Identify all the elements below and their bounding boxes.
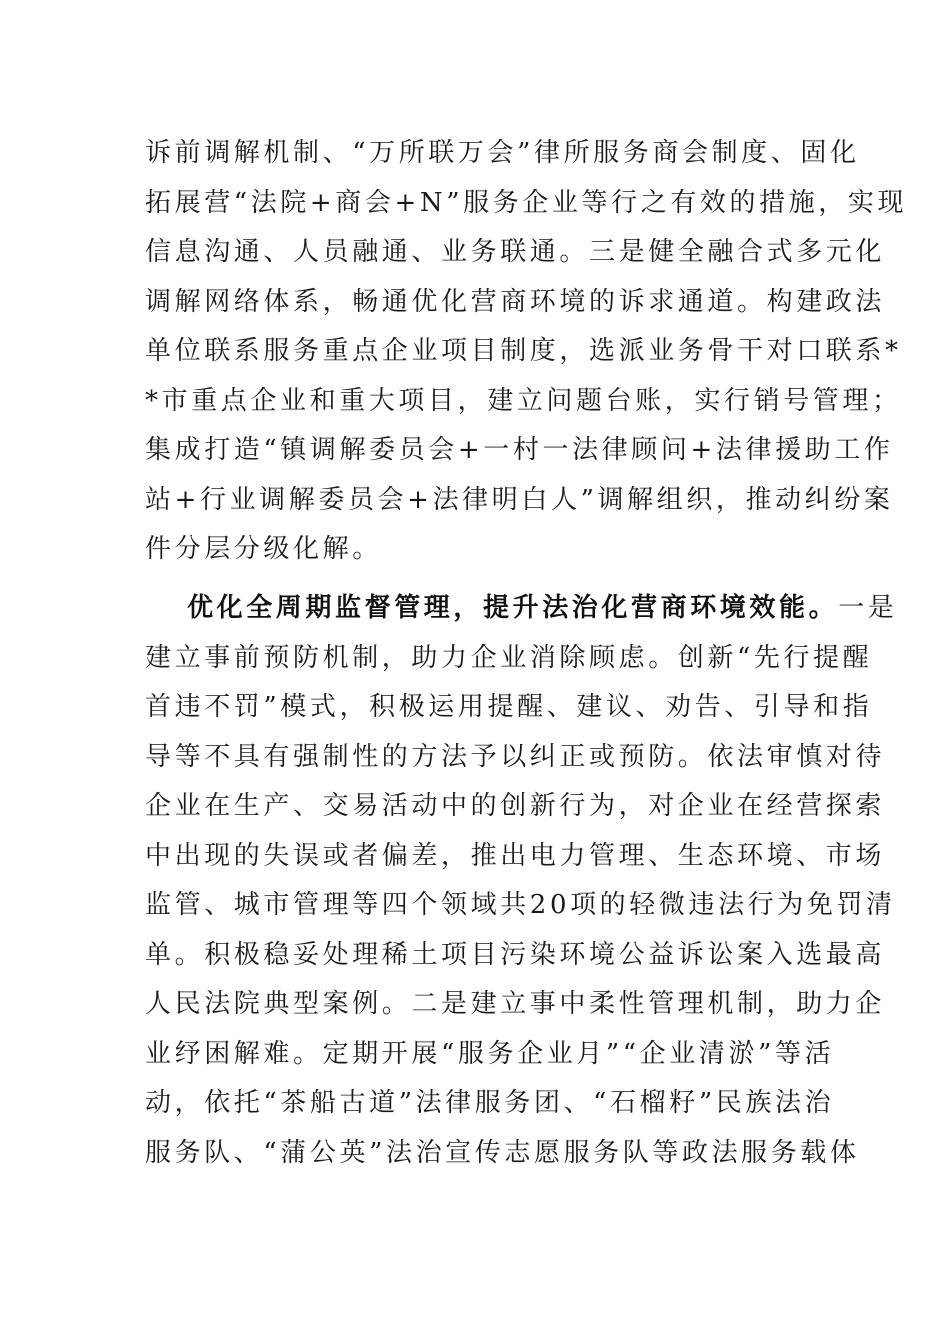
text-line: 调解网络体系，畅通优化营商环境的诉求通道。构建政法 [145, 286, 886, 317]
text-line: 首违不罚”模式，积极运用提醒、建议、劝告、引导和指 [145, 692, 873, 722]
section-heading: 优化全周期监督管理，提升法治化营商环境效能。 [187, 593, 839, 623]
text-line: 信息沟通、人员融通、业务联通。三是健全融合式多元化 [145, 237, 886, 267]
heading-continuation: 一是 [838, 593, 898, 623]
text-line: 服务队、“蒲公英”法治宣传志愿服务队等政法服务载体 [145, 1137, 860, 1168]
text-line: 动，依托“茶船古道”法律服务团、“石榴籽”民族法治 [145, 1088, 835, 1118]
text-line: 业纾困解难。定期开展“服务企业月”“企业清淤”等活 [145, 1038, 835, 1069]
paragraph-1 [145, 129, 908, 575]
text-line: 拓展营“法院+商会+N”服务企业等行之有效的措施，实现 [145, 187, 908, 218]
text-line: 单位联系服务重点企业项目制度，选派业务骨干对口联系* [145, 336, 902, 366]
text-line: 导等不具有强制性的方法予以纠正或预防。依法审慎对待 [145, 741, 886, 772]
text-line: 诉前调解机制、“万所联万会”律所服务商会制度、固化 [145, 138, 860, 168]
paragraph-2 [145, 584, 898, 1178]
text-line: 单。积极稳妥处理稀土项目污染环境公益诉讼案入选最高 [145, 939, 886, 970]
paragraph-2-first-line [145, 584, 898, 634]
text-line: 监管、城市管理等四个领域共20项的轻微违法行为免罚清 [145, 890, 896, 920]
text-line: 建立事前预防机制，助力企业消除顾虑。创新“先行提醒 [145, 642, 873, 673]
text-line: 企业在生产、交易活动中的创新行为，对企业在经营探索 [145, 791, 886, 821]
text-line: 件分层分级化解。 [145, 534, 382, 564]
text-line: 集成打造“镇调解委员会+一村一法律顾问+法律援助工作 [145, 435, 894, 465]
text-line: *市重点企业和重大项目，建立问题台账，实行销号管理； [145, 385, 902, 416]
text-line: 人民法院典型案例。二是建立事中柔性管理机制，助力企 [145, 989, 886, 1019]
text-line: 站+行业调解委员会+法律明白人”调解组织，推动纠纷案 [145, 484, 894, 515]
text-line: 中出现的失误或者偏差，推出电力管理、生态环境、市场 [145, 840, 886, 871]
